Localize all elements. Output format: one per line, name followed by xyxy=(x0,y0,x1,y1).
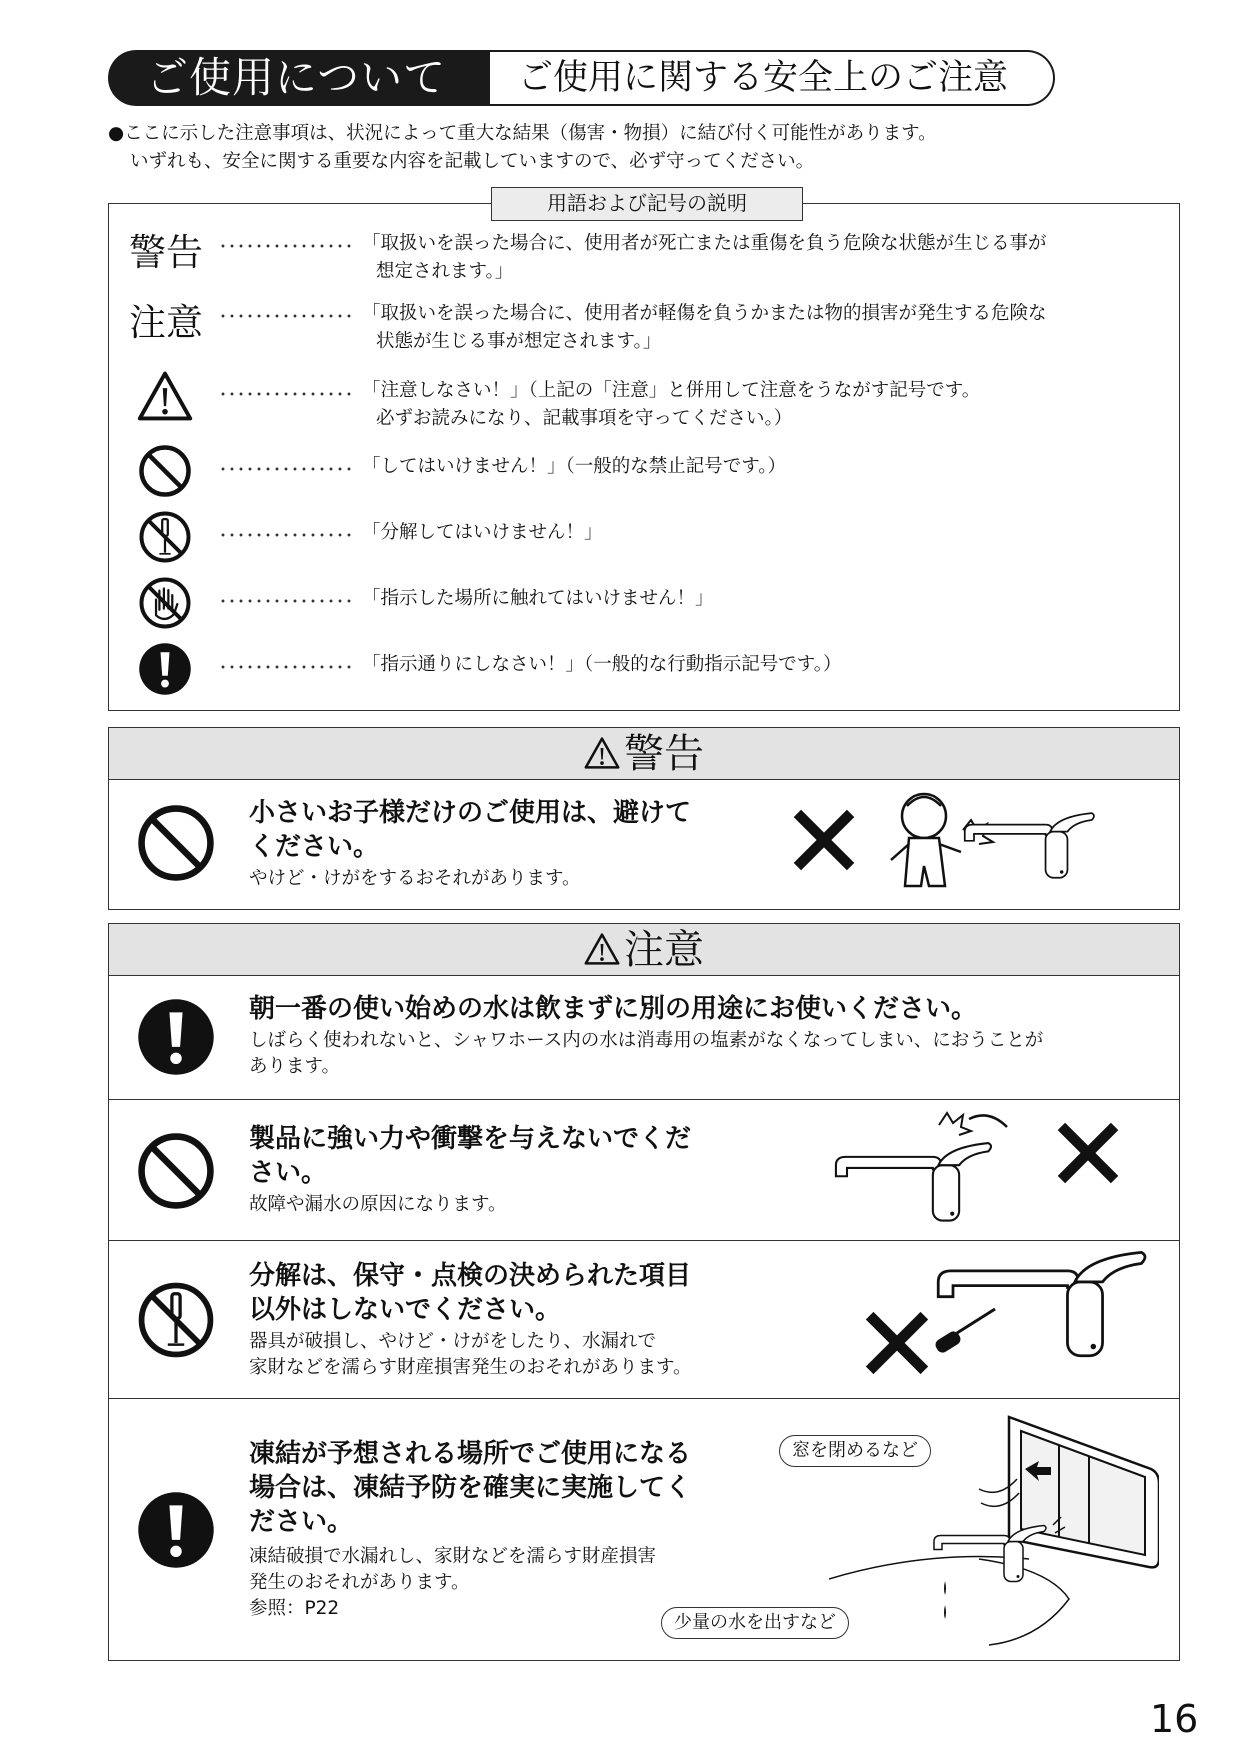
page-title: ご使用に関する安全上のご注意 xyxy=(490,50,1055,106)
legend-text: 「取扱いを誤った場合に、使用者が軽傷を負うかまたは物的損害が発生する危険な xyxy=(362,303,1047,324)
legend-term-caution: 注意 xyxy=(129,301,203,344)
item-description: 器具が破損し、やけど・けがをしたり、水漏れで xyxy=(249,1331,657,1352)
item-description: 故障や漏水の原因になります。 xyxy=(249,1194,507,1215)
caution-header xyxy=(109,924,1179,976)
caution-triangle-icon xyxy=(584,932,620,966)
item-heading: 凍結が予想される場所でご使用になる xyxy=(249,1439,692,1469)
no-disassembly-icon xyxy=(137,509,193,565)
caution-section xyxy=(108,923,1180,1661)
item-heading: 小さいお子様だけのご使用は、避けて xyxy=(249,798,692,828)
intro-text xyxy=(108,120,1108,176)
legend-term-warning: 警告 xyxy=(129,231,203,274)
caution-triangle-icon xyxy=(137,368,193,424)
legend-dots: ･･･････････････ xyxy=(219,526,355,545)
legend-dots: ･･･････････････ xyxy=(219,592,355,611)
prohibition-icon xyxy=(137,443,193,499)
item-heading: 製品に強い力や衝撃を与えないでくだ xyxy=(249,1124,692,1154)
caution-item xyxy=(109,976,1179,1099)
mandatory-action-icon xyxy=(135,1489,217,1571)
legend-text: 想定されます。」 xyxy=(376,261,514,282)
warning-section xyxy=(108,727,1180,910)
item-heading: さい。 xyxy=(249,1158,328,1188)
item-description: あります。 xyxy=(249,1056,341,1077)
item-description: やけど・けがをするおそれがあります。 xyxy=(249,868,581,889)
item-description: しばらく使われないと、シャワホース内の水は消毒用の塩素がなくなってしまい、におうことが xyxy=(249,1030,1044,1051)
legend-text: 「指示通りにしなさい！」（一般的な行動指示記号です。） xyxy=(362,654,842,675)
item-heading: 以外はしないでください。 xyxy=(249,1295,562,1325)
faucet-impact-illustration xyxy=(829,1105,1029,1235)
legend-dots: ･･･････････････ xyxy=(219,237,355,256)
faucet-illustration xyxy=(929,1245,1169,1365)
legend-box xyxy=(108,191,1180,711)
warning-header xyxy=(109,728,1179,780)
x-mark-icon xyxy=(1053,1118,1123,1188)
legend-dots: ･･･････････････ xyxy=(219,460,355,479)
intro-line-2: いずれも、安全に関する重要な内容を記載していますので、必ず守ってください。 xyxy=(130,151,815,172)
prohibition-icon xyxy=(135,1130,217,1212)
legend-text: 状態が生じる事が想定されます。」 xyxy=(376,331,662,352)
mandatory-action-icon xyxy=(137,641,193,697)
legend-text: 「してはいけません！」（一般的な禁止記号です。） xyxy=(362,456,787,477)
child-at-faucet-illustration xyxy=(879,786,1119,904)
callout-run-water: 少量の水を出すなど xyxy=(661,1607,849,1639)
item-heading: 朝一番の使い始めの水は飲まずに別の用途にお使いください。 xyxy=(249,994,978,1024)
caution-item xyxy=(109,1398,1179,1660)
legend-title: 用語および記号の説明 xyxy=(491,187,803,221)
legend-dots: ･･･････････････ xyxy=(219,658,355,677)
legend-text: 「取扱いを誤った場合に、使用者が死亡または重傷を負う危険な状態が生じる事が xyxy=(362,233,1047,254)
section-label: ご使用について xyxy=(108,50,490,106)
item-heading: 場合は、凍結予防を確実に実施してく xyxy=(249,1473,692,1503)
caution-triangle-icon xyxy=(584,736,620,770)
no-disassembly-icon xyxy=(135,1279,217,1361)
warning-title: 警告 xyxy=(624,731,704,777)
item-heading: ください。 xyxy=(249,832,380,862)
item-description: 発生のおそれがあります。 xyxy=(249,1572,470,1593)
caution-title: 注意 xyxy=(624,927,704,973)
x-mark-icon xyxy=(861,1307,933,1379)
legend-text: 「注意しなさい！」（上記の「注意」と併用して注意をうながす記号です。 xyxy=(362,380,981,401)
item-heading: ださい。 xyxy=(249,1507,354,1537)
item-description: 家財などを濡らす財産損害発生のおそれがあります。 xyxy=(249,1357,692,1378)
legend-dots: ･･･････････････ xyxy=(219,307,355,326)
legend-text: 「分解してはいけません！」 xyxy=(362,522,603,543)
legend-text: 「指示した場所に触れてはいけません！」 xyxy=(362,588,714,609)
legend-text: 必ずお読みになり、記載事項を守ってください。） xyxy=(376,408,793,429)
page-header xyxy=(108,50,1055,106)
warning-item xyxy=(109,780,1179,909)
item-heading: 分解は、保守・点検の決められた項目 xyxy=(249,1261,692,1291)
x-mark-icon xyxy=(789,805,859,875)
callout-close-window: 窓を閉めるなど xyxy=(779,1435,931,1467)
reference-text: 参照：P22 xyxy=(249,1598,340,1619)
page-number: 16 xyxy=(1150,1697,1199,1741)
item-description: 凍結破損で水漏れし、家財などを濡らす財産損害 xyxy=(249,1546,657,1567)
intro-line-1: ●ここに示した注意事項は、状況によって重大な結果（傷害・物損）に結び付く可能性があります。 xyxy=(108,123,937,144)
caution-item xyxy=(109,1240,1179,1398)
no-touch-icon xyxy=(137,575,193,631)
prohibition-icon xyxy=(135,802,217,884)
mandatory-action-icon xyxy=(135,996,217,1078)
legend-dots: ･･･････････････ xyxy=(219,385,355,404)
caution-item xyxy=(109,1099,1179,1240)
